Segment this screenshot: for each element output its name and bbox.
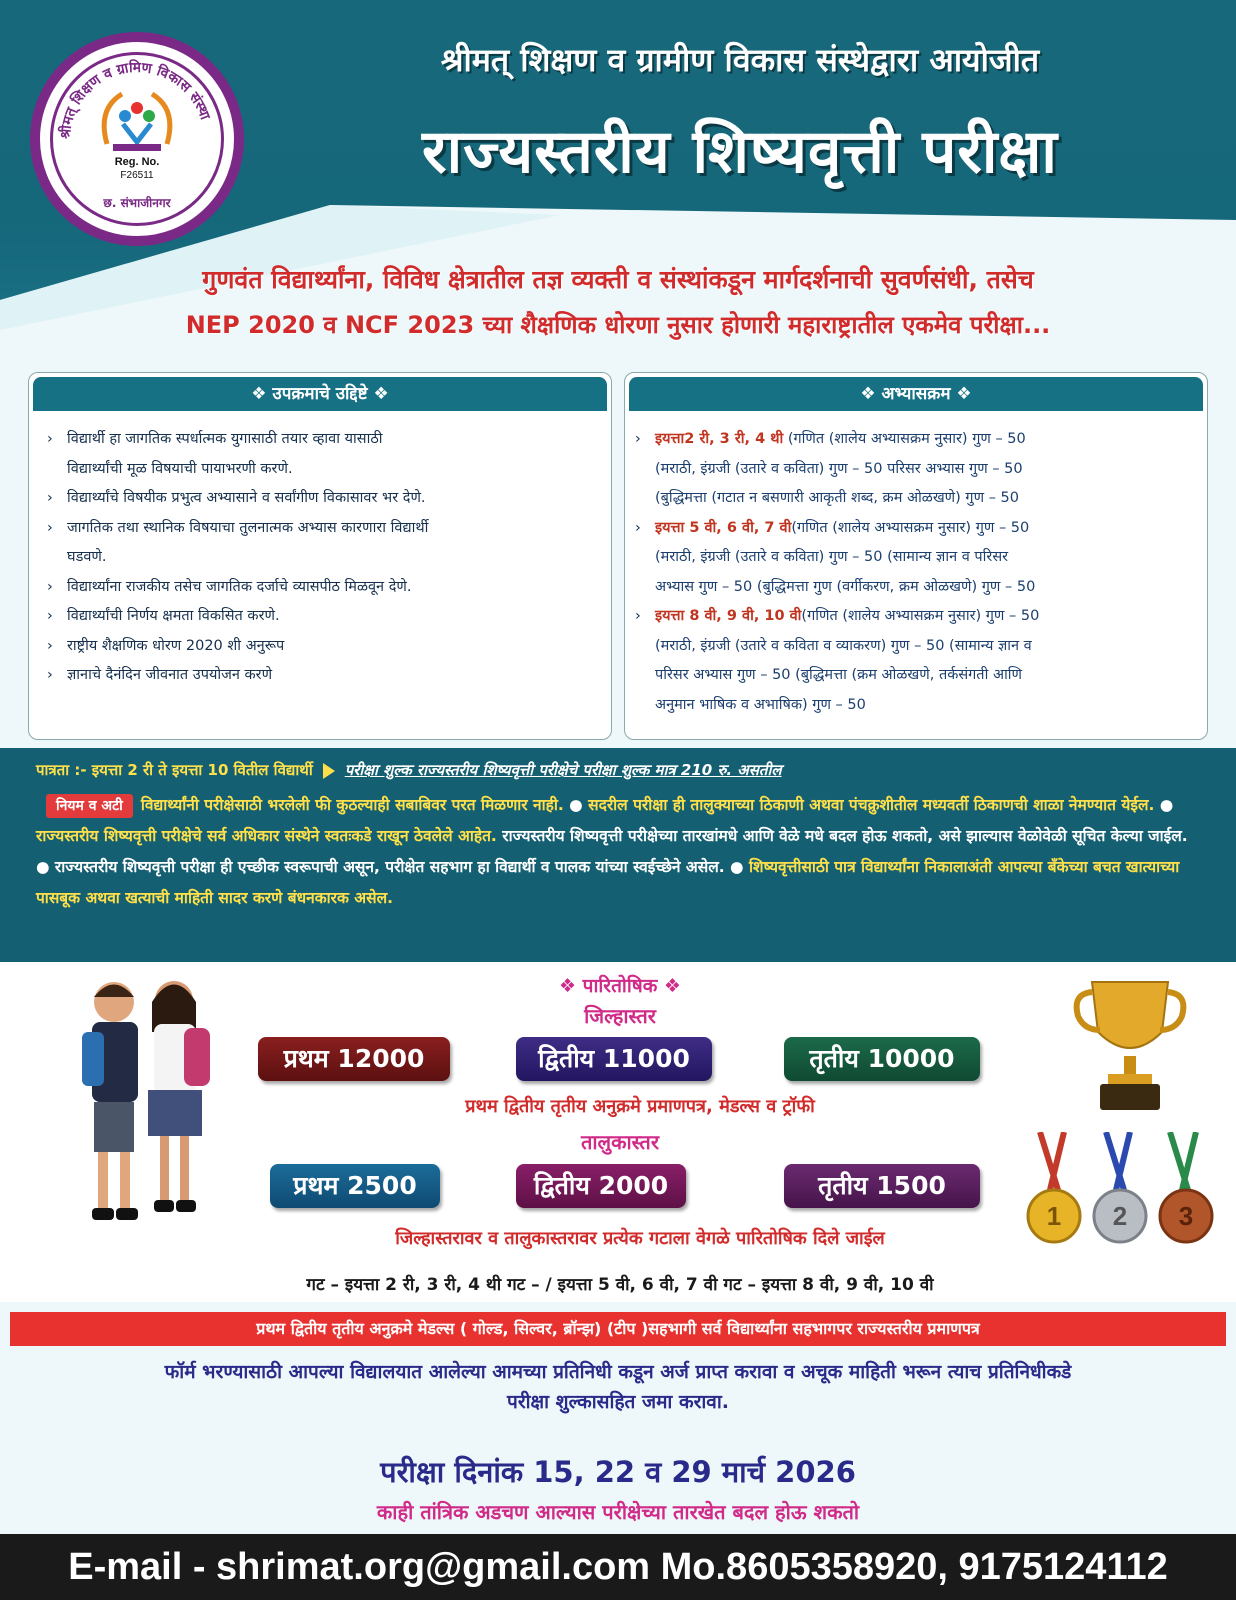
medals-note-bar: प्रथम द्वितीय तृतीय अनुक्रमे मेडल्स ( गोल्ड, सिल्वर, ब्रॉन्झ) (टीप )सहभागी सर्व विद्यार्थ्यांना सहभागपर राज्यस्तरीय प्रमाणपत्र (10, 1312, 1226, 1346)
organizer-line: श्रीमत् शिक्षण व ग्रामीण विकास संस्थेद्वारा आयोजीत (440, 41, 1040, 79)
objectives-list (45, 425, 601, 691)
organization-logo (30, 32, 244, 246)
students-illustration (34, 972, 254, 1234)
logo-ring-text: श्रीमत् शिक्षण व ग्रामिण विकास संस्था (57, 59, 213, 140)
taluka-first-prize: प्रथम 2500 (270, 1164, 440, 1208)
list-item: › इयत्ता 5 वी, 6 वी, 7 वी(गणित (शालेय अभ्यासक्रम नुसार) गुण – 50 (मराठी, इंग्रजी (उतारे व कविता) गुण – 50 (सामान्य ज्ञान व परिसर अभ्यास गुण – 50 (बुद्धिमत्ता गुण (वर्गीकरण, क्रम ओळखणे) गुण – 50 (633, 514, 1197, 603)
logo-reg-label: Reg. No. (114, 156, 160, 168)
chevron-right-icon: › (47, 519, 53, 536)
eligibility-line (36, 760, 1216, 780)
eligibility-label: पात्रता :- इयत्ता 2 री ते इयत्ता 10 वितील विद्यार्थी (36, 761, 313, 779)
chevron-right-icon: › (47, 431, 53, 447)
svg-text:श्रीमत् शिक्षण व ग्रामिण विकास (57, 59, 214, 141)
taluka-third-prize: तृतीय 1500 (784, 1164, 980, 1208)
groups-line: गट – इयत्ता 2 री, 3 री, 4 थी गट – / इयत्ता 5 वी, 6 वी, 7 वी गट – इयत्ता 8 वी, 9 वी, 10 वी (306, 1275, 934, 1295)
syllabus-list (633, 425, 1197, 720)
rule-1: विद्यार्थ्यांनी परीक्षेसाठी भरलेली फी कुठल्याही सबाबिवर परत मिळणार नाही. (140, 796, 564, 814)
rule-4: राज्यस्तरीय शिष्यवृत्ती परीक्षेच्या तारखांमधे आणि वेळे मधे बदल होऊ शकतो, असे झाल्यास वेळोवेळी सूचित केल्या जाईल. (502, 827, 1188, 845)
trophy-icon (1070, 972, 1190, 1122)
medals-icon (1020, 1132, 1220, 1248)
date-change-warning: काही तांत्रिक अडचण आल्यास परीक्षेच्या तारखेत बदल होऊ शकतो (376, 1500, 860, 1524)
list-item: › विद्यार्थ्यांना राजकीय तसेच जागतिक दर्जाचे व्यासपीठ मिळवून देणे. (45, 573, 601, 603)
district-third-prize: तृतीय 10000 (784, 1037, 980, 1081)
syllabus-heading: ❖ अभ्यासक्रम ❖ (629, 377, 1203, 411)
rule-5: राज्यस्तरीय शिष्यवृत्ती परीक्षा ही एच्छीक स्वरूपाची असून, परीक्षेत सहभाग हा विद्यार्थी व पालक यांच्या स्वईच्छेने असेल. (54, 858, 725, 876)
tagline-line-2: NEP 2020 व NCF 2023 च्या शैक्षणिक धोरणा नुसार होणारी महाराष्ट्रातील एकमेव परीक्षा... (185, 311, 1051, 339)
rules-text: नियम व अटी विद्यार्थ्यांनी परीक्षेसाठी भरलेली फी कुठल्याही सबाबिवर परत मिळणार नाही. ● सदरील परीक्षा ही तालुक्याच्या ठिकाणी अथवा पंचक्रुशीतील मध्यवर्ती ठिकाणची शाळा नेमण्यात येईल. ● राज्यस्तरीय शिष्यवृत्ती परीक्षेचे सर्व अधिकार संस्थेने स्वतःकडे राखून ठेवलेले आहेत. राज्यस्तरीय शिष्यवृत्ती परीक्षेच्या तारखांमधे आणि वेळे मधे बदल होऊ शकतो, असे झाल्यास वेळोवेळी सूचित केल्या जाईल. ● राज्यस्तरीय शिष्यवृत्ती परीक्षा ही एच्छीक स्वरूपाची असून, परीक्षेत सहभाग हा विद्यार्थी व पालक यांच्या स्वईच्छेने असेल. ● शिष्यवृत्तीसाठी पात्र विद्यार्थ्यांना निकालाअंती आपल्या बँकेच्या बचत खात्याच्या पासबूक अथवा खत्याची माहिती सादर करणे बंधनकारक असेल. (36, 790, 1206, 914)
chevron-right-icon: › (47, 608, 53, 624)
rules-tag: नियम व अटी (46, 794, 133, 818)
syllabus-box (624, 372, 1208, 740)
chevron-right-icon: › (47, 667, 53, 683)
form-instruction-line-1: फॉर्म भरण्यासाठी आपल्या विद्यालयात आलेल्या आमच्या प्रतिनिधी कडून अर्ज प्राप्त करावा व अचूक माहिती भरून त्याच प्रतिनिधीकडे (164, 1361, 1072, 1383)
district-second-prize: द्वितीय 11000 (516, 1037, 712, 1081)
form-instruction-line-2: परीक्षा शुल्कासहित जमा करावा. (507, 1391, 729, 1413)
objectives-heading: ❖ उपक्रमाचे उद्दिष्टे ❖ (33, 377, 607, 411)
prizes-heading: ❖ पारितोषिक ❖ (559, 975, 681, 997)
list-item: › इयत्ता 8 वी, 9 वी, 10 वी(गणित (शालेय अभ्यासक्रम नुसार) गुण – 50 (मराठी, इंग्रजी (उतारे व कविता व व्याकरण) गुण – 50 (सामान्य ज्ञान व परिसर अभ्यास गुण – 50 (बुद्धिमत्ता (क्रम ओळखणे, तर्कसंगती आणि अनुमान भाषिक व अभाषिक) गुण – 50 (633, 602, 1197, 720)
list-item: › विद्यार्थ्यांची निर्णय क्षमता विकसित करणे. (45, 602, 601, 632)
logo-reg-number: F26511 (120, 170, 154, 181)
chevron-right-icon: › (635, 608, 641, 624)
objectives-box (28, 372, 612, 740)
exam-fee-text: परीक्षा शुल्क राज्यस्तरीय शिष्यवृत्ती परीक्षेचे परीक्षा शुल्क मात्र 210 रु. असतील (344, 761, 782, 779)
list-item: › इयत्ता2 री, 3 री, 4 थी (गणित (शालेय अभ्यासक्रम नुसार) गुण – 50 (मराठी, इंग्रजी (उतारे व कविता) गुण – 50 परिसर अभ्यास गुण – 50 (बुद्धिमत्ता (गटात न बसणारी आकृती शब्द, क्रम ओळखणे) गुण – 50 (633, 425, 1197, 514)
list-item: › राष्ट्रीय शैक्षणिक धोरण 2020 शी अनुरूप (45, 632, 601, 662)
list-item: › जागतिक तथा स्थानिक विषयाचा तुलनात्मक अभ्यास कारणारा विद्यार्थी घडवणे. (45, 514, 601, 573)
logo-city: छ. संभाजीनगर (103, 196, 171, 210)
chevron-right-icon: › (635, 519, 641, 536)
rule-6: शिष्यवृत्तीसाठी पात्र विद्यार्थ्यांना निकालाअंती आपल्या बँकेच्या बचत खात्याच्या पासबूक अथवा खत्याची माहिती सादर करणे बंधनकारक असेल. (36, 858, 1180, 907)
district-prize-note: प्रथम द्वितीय तृतीय अनुक्रमे प्रमाणपत्र, मेडल्स व ट्रॉफी (465, 1096, 815, 1117)
chevron-right-icon: › (635, 431, 641, 447)
medal-gold-number: 1 (1046, 1201, 1062, 1231)
medal-silver-number: 2 (1112, 1201, 1128, 1231)
list-item: › ज्ञानाचे दैनंदिन जीवनात उपयोजन करणे (45, 661, 601, 691)
exam-date: परीक्षा दिनांक 15, 22 व 29 मार्च 2026 (380, 1455, 856, 1489)
list-item: › विद्यार्थी हा जागतिक स्पर्धात्मक युगासाठी तयार व्हावा यासाठी विद्यार्थ्यांची मूळ विषयाची पायाभरणी करणे. (45, 425, 601, 484)
taluka-second-prize: द्वितीय 2000 (516, 1164, 686, 1208)
tagline-line-1: गुणवंत विद्यार्थ्यांना, विविध क्षेत्रातील तज्ञ व्यक्ती व संस्थांकडून मार्गदर्शनाची सुवर्णसंधी, तसेच (202, 265, 1034, 294)
medal-bronze-number: 3 (1178, 1201, 1194, 1231)
district-first-prize: प्रथम 12000 (258, 1037, 450, 1081)
triangle-right-icon (323, 763, 335, 779)
chevron-right-icon: › (47, 578, 53, 595)
page-title: राज्यस्तरीय शिष्यवृत्ती परीक्षा (422, 117, 1058, 187)
district-level-label: जिल्हास्तर (584, 1004, 656, 1028)
taluka-level-label: तालुकास्तर (580, 1130, 660, 1154)
list-item: › विद्यार्थ्यांचे विषयीक प्रभुत्व अभ्यासाने व सर्वांगीण विकासावर भर देणे. (45, 484, 601, 514)
chevron-right-icon: › (47, 490, 53, 506)
taluka-prize-note: जिल्हास्तरावर व तालुकास्तरावर प्रत्येक गटाला वेगळे पारितोषिक दिले जाईल (395, 1228, 885, 1249)
chevron-right-icon: › (47, 637, 53, 654)
rule-2: सदरील परीक्षा ही तालुक्याच्या ठिकाणी अथवा पंचक्रुशीतील मध्यवर्ती ठिकाणची शाळा नेमण्यात येईल. (588, 796, 1155, 814)
contact-footer: E-mail - shrimat.org@gmail.com Mo.8605358920, 9175124112 (0, 1534, 1236, 1600)
rule-3: राज्यस्तरीय शिष्यवृत्ती परीक्षेचे सर्व अधिकार संस्थेने स्वतःकडे राखून ठेवलेले आहेत. (36, 827, 497, 845)
